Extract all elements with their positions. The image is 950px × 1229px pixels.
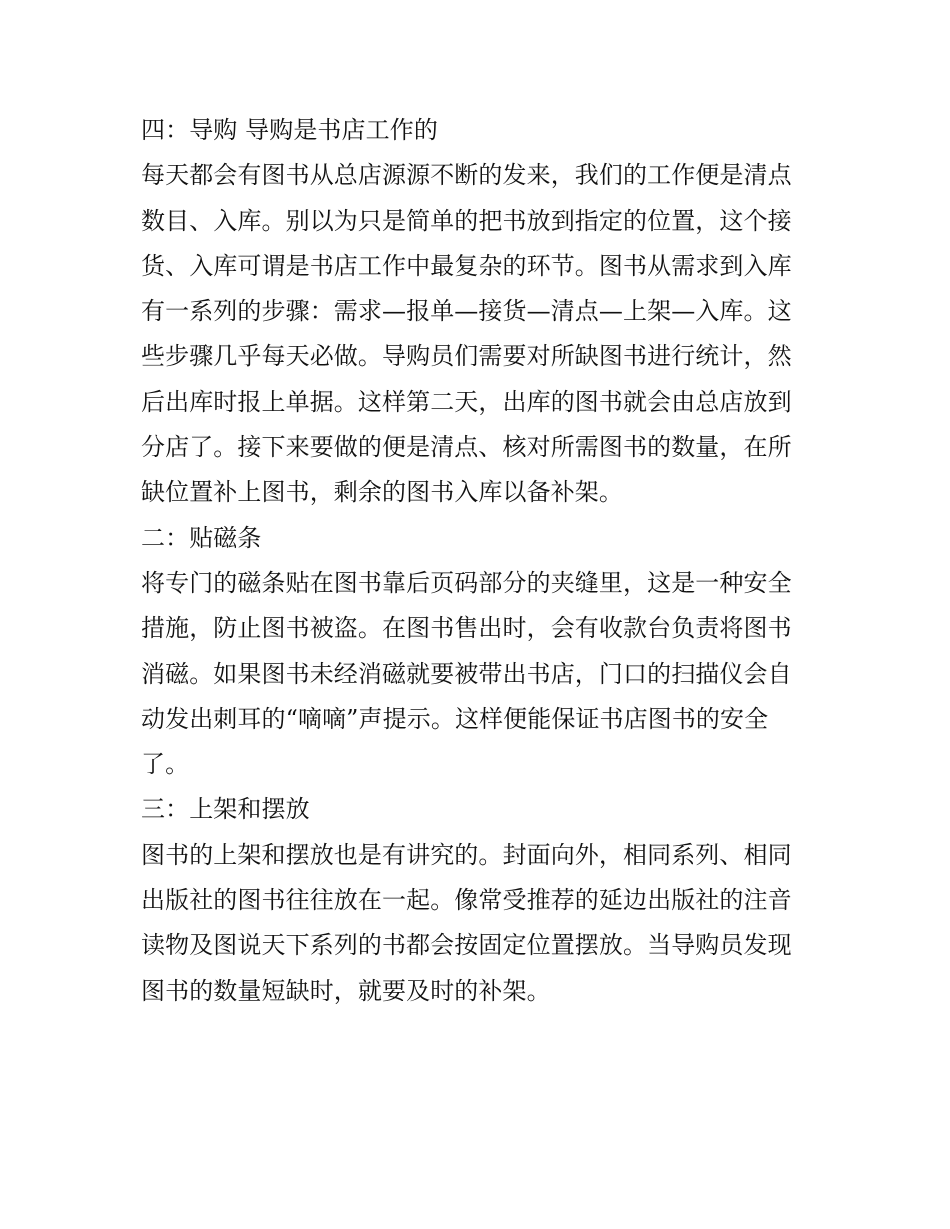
text-line: 出版社的图书往往放在一起。像常受推荐的延边出版社的注音 bbox=[141, 886, 792, 915]
text-line: 了。 bbox=[141, 750, 190, 779]
text-line: 后出库时报上单据。这样第二天，出库的图书就会由总店放到 bbox=[141, 387, 792, 416]
text-line: 动发出刺耳的“嘀嘀”声提示。这样便能保证书店图书的安全 bbox=[141, 704, 769, 733]
section-heading-shelving: 三：上架和摆放 bbox=[141, 795, 310, 824]
text-line: 措施，防止图书被盗。在图书售出时，会有收款台负责将图书 bbox=[141, 614, 792, 643]
text-line: 每天都会有图书从总店源源不断的发来，我们的工作便是清点 bbox=[141, 161, 792, 190]
text-line: 缺位置补上图书，剩余的图书入库以备补架。 bbox=[141, 478, 623, 507]
text-line: 些步骤几乎每天必做。导购员们需要对所缺图书进行统计，然 bbox=[141, 342, 792, 371]
section-heading-magnetic-strip: 二：贴磁条 bbox=[141, 523, 262, 552]
text-line: 图书的数量短缺时，就要及时的补架。 bbox=[141, 976, 551, 1005]
section-heading-guide: 四：导购 导购是书店工作的 bbox=[141, 116, 438, 144]
document-body bbox=[141, 108, 817, 1014]
text-line: 消磁。如果图书未经消磁就要被带出书店，门口的扫描仪会自 bbox=[141, 659, 792, 688]
text-line: 有一系列的步骤：需求—报单—接货—清点—上架—入库。这 bbox=[141, 297, 792, 326]
text-line: 读物及图说天下系列的书都会按固定位置摆放。当导购员发现 bbox=[141, 931, 792, 960]
text-line: 将专门的磁条贴在图书靠后页码部分的夹缝里，这是一种安全 bbox=[141, 568, 792, 597]
text-line: 货、入库可谓是书店工作中最复杂的环节。图书从需求到入库 bbox=[141, 251, 792, 280]
text-line: 分店了。接下来要做的便是清点、核对所需图书的数量，在所 bbox=[141, 433, 792, 462]
text-line: 图书的上架和摆放也是有讲究的。封面向外，相同系列、相同 bbox=[141, 840, 792, 869]
text-line: 数目、入库。别以为只是简单的把书放到指定的位置，这个接 bbox=[141, 206, 792, 235]
